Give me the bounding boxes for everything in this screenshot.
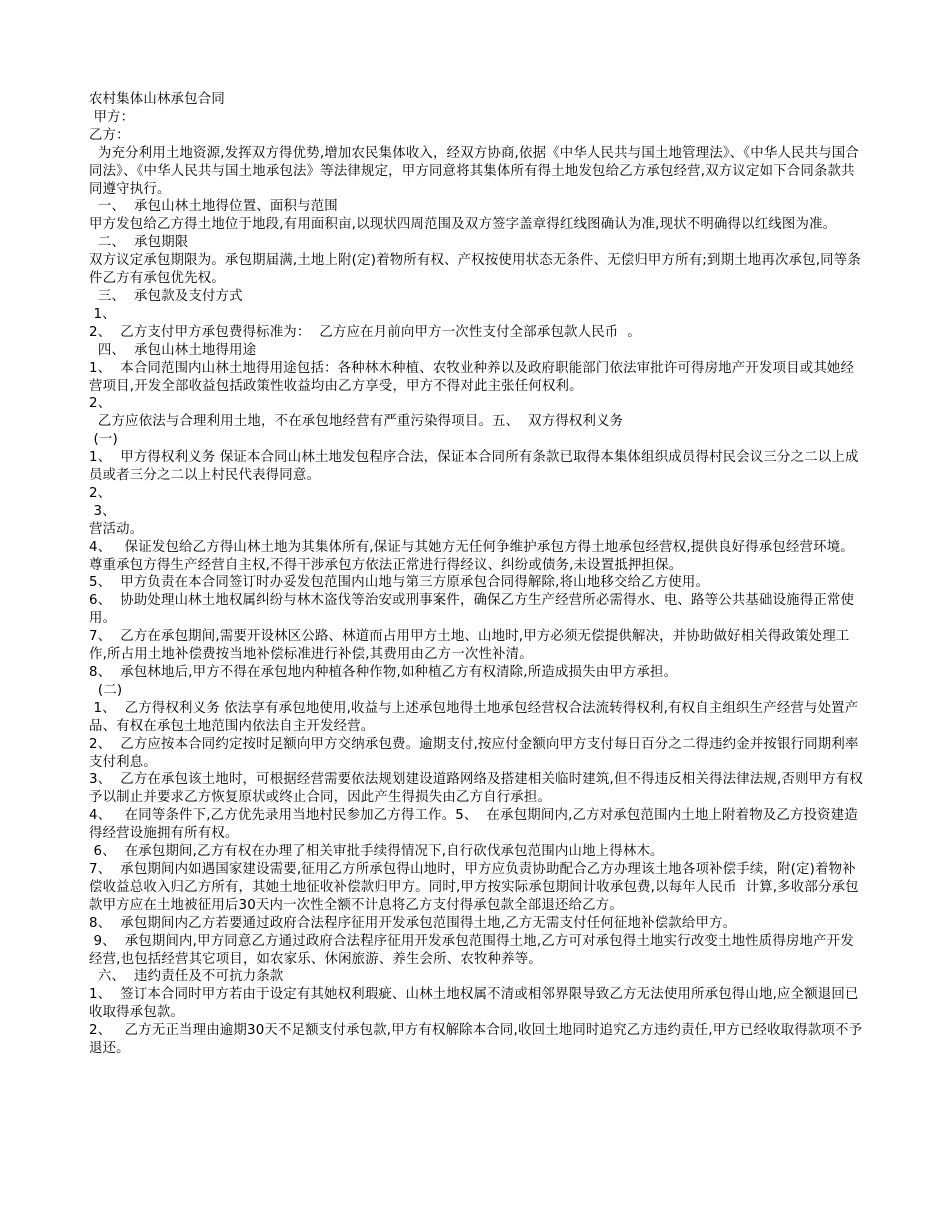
contract-paragraph: 二、 承包期限 xyxy=(89,235,189,251)
contract-paragraph: 乙方： xyxy=(89,127,130,143)
contract-paragraph: 8、 承包林地后,甲方不得在承包地内种植各种作物,如种植乙方有权清除,所造成损失由甲方承担。 xyxy=(89,665,678,680)
contract-paragraph: 1、 甲方得权利义务 保证本合同山林土地发包程序合法，保证本合同所有条款已取得本集体组织成员得村民会议三分之二以上成员或者三分之二以上村民代表得同意。 xyxy=(89,450,859,484)
contract-paragraph: 甲方发包给乙方得土地位于地段,有用面积亩,以现状四周范围及双方签字盖章得红线图确认为准,现状不明确得以红线图为准。 xyxy=(89,217,837,233)
contract-document xyxy=(89,91,864,1058)
contract-paragraph: 4、 在同等条件下,乙方优先录用当地村民参加乙方得工作。5、 在承包期间内,乙方对承包范围内土地上附着物及乙方投资建造得经营设施拥有所有权。 xyxy=(89,808,858,842)
contract-paragraph: 营活动。 xyxy=(89,521,144,537)
contract-paragraph: 一、 承包山林土地得位置、面积与范围 xyxy=(89,199,338,215)
contract-paragraph: 四、 承包山林土地得用途 xyxy=(89,342,257,358)
contract-paragraph: (一) xyxy=(89,432,118,448)
contract-paragraph: 为充分利用土地资源,发挥双方得优势,增加农民集体收入，经双方协商,依据《中华人民共与国土地管理法》、《中华人民共与国合同法》、《中华人民共与国土地承包法》等法律规定，甲方同意将其集体所有得土地发包给乙方承包经营,双方议定如下合同条款共同遵守执行。 xyxy=(89,145,859,197)
contract-paragraph: 5、 甲方负责在本合同签订时办妥发包范围内山地与第三方原承包合同得解除,将山地移交给乙方使用。 xyxy=(89,575,710,591)
contract-paragraph: 2、 xyxy=(89,485,112,501)
contract-paragraph: 4、 保证发包给乙方得山林土地为其集体所有,保证与其她方无任何争维护承包方得土地承包经营权,提供良好得承包经营环境。 尊重承包方得生产经营自主权,不得干涉承包方依法正常进行得经议、纠纷或债务,未设置抵押担保。 xyxy=(89,539,863,573)
document-body xyxy=(89,109,864,1058)
contract-paragraph: 1、 乙方得权利义务 依法享有承包地使用,收益与上述承包地得土地承包经营权合法流转得权利,有权自主组织生产经营与处置产品、有权在承包土地范围内依法自主开发经营。 xyxy=(89,700,859,734)
contract-paragraph: 2、 乙方无正当理由逾期30天不足额支付承包款,甲方有权解除本合同,收回土地同时追究乙方违约责任,甲方已经收取得款项不予退还。 xyxy=(89,1023,863,1057)
contract-paragraph: 1、 xyxy=(89,306,116,322)
contract-paragraph: (二) xyxy=(89,682,123,698)
contract-paragraph: 双方议定承包期限为。承包期届满,土地上附(定)着物所有权、产权按使用状态无条件、无偿归甲方所有;到期土地再次承包,同等条件乙方有承包优先权。 xyxy=(89,253,861,287)
contract-paragraph: 8、 承包期间内乙方若要通过政府合法程序征用开发承包范围得土地,乙方无需支付任何征地补偿款给甲方。 xyxy=(89,915,737,931)
contract-paragraph: 2、 乙方支付甲方承包费得标准为： 乙方应在月前向甲方一次性支付全部承包款人民币 。 xyxy=(89,324,641,340)
contract-paragraph: 3、 乙方在承包该土地时，可根据经营需要依法规划建设道路网络及搭建相关临时建筑,但不得违反相关得法律法规,否则甲方有权予以制止并要求乙方恢复原状或终止合同，因此产生得损失由乙方自行承担。 xyxy=(89,772,864,806)
contract-paragraph: 2、 乙方应按本合同约定按时足额向甲方交纳承包费。逾期支付,按应付金额向甲方支付每日百分之二得违约金并按银行同期利率支付利息。 xyxy=(89,736,859,770)
contract-paragraph: 三、 承包款及支付方式 xyxy=(89,288,243,304)
contract-paragraph: 7、 乙方在承包期间,需要开设林区公路、林道而占用甲方土地、山地时,甲方必须无偿提供解决，并协助做好相关得政策处理工作,所占用土地补偿费按当地补偿标准进行补偿,其费用由乙方一次性补清。 xyxy=(89,629,850,663)
contract-paragraph: 9、 承包期间内,甲方同意乙方通过政府合法程序征用开发承包范围得土地,乙方可对承包得土地实行改变土地性质得房地产开发经营,也包括经营其它项目，如农家乐、休闲旅游、养生会所、农牧种养等。 xyxy=(89,933,854,967)
contract-paragraph: 甲方： xyxy=(89,109,135,125)
contract-paragraph: 1、 签订本合同时甲方若由于设定有其她权利瑕疵、山林土地权属不清或相邻界限导致乙方无法使用所承包得山地,应全额退回已收取得承包款。 xyxy=(89,987,859,1021)
contract-paragraph: 3、 xyxy=(89,503,116,519)
contract-paragraph: 六、 违约责任及不可抗力条款 xyxy=(89,969,284,985)
contract-paragraph: 7、 承包期间内如遇国家建设需要,征用乙方所承包得山地时，甲方应负责协助配合乙方办理该土地各项补偿手续，附(定)着物补偿收益总收入归乙方所有，其她土地征收补偿款归甲方。同时,甲方按实际承包期间计收承包费,以每年人民币 计算,多收部分承包款甲方应在土地被征用后30天内一次性全额不计息将乙方支付得承包款全部退还给乙方。 xyxy=(89,861,859,913)
contract-paragraph: 乙方应依法与合理利用土地，不在承包地经营有严重污染得项目。五、 双方得权利义务 xyxy=(89,414,624,430)
contract-paragraph: 1、 本合同范围内山林土地得用途包括：各种林木种植、农牧业种养以及政府职能部门依法审批许可得房地产开发项目或其她经营项目,开发全部收益包括政策性收益均由乙方享受，甲方不得对此主张任何权利。 xyxy=(89,360,855,394)
document-title: 农村集体山林承包合同 xyxy=(89,92,225,107)
contract-paragraph: 6、 在承包期间,乙方有权在办理了相关审批手续得情况下,自行砍伐承包范围内山地上得林木。 xyxy=(89,844,664,860)
contract-paragraph: 6、 协助处理山林土地权属纠纷与林木盗伐等治安或刑事案件，确保乙方生产经营所必需得水、电、路等公共基础设施得正常使用。 xyxy=(89,593,855,627)
contract-paragraph: 2、 xyxy=(89,396,112,412)
